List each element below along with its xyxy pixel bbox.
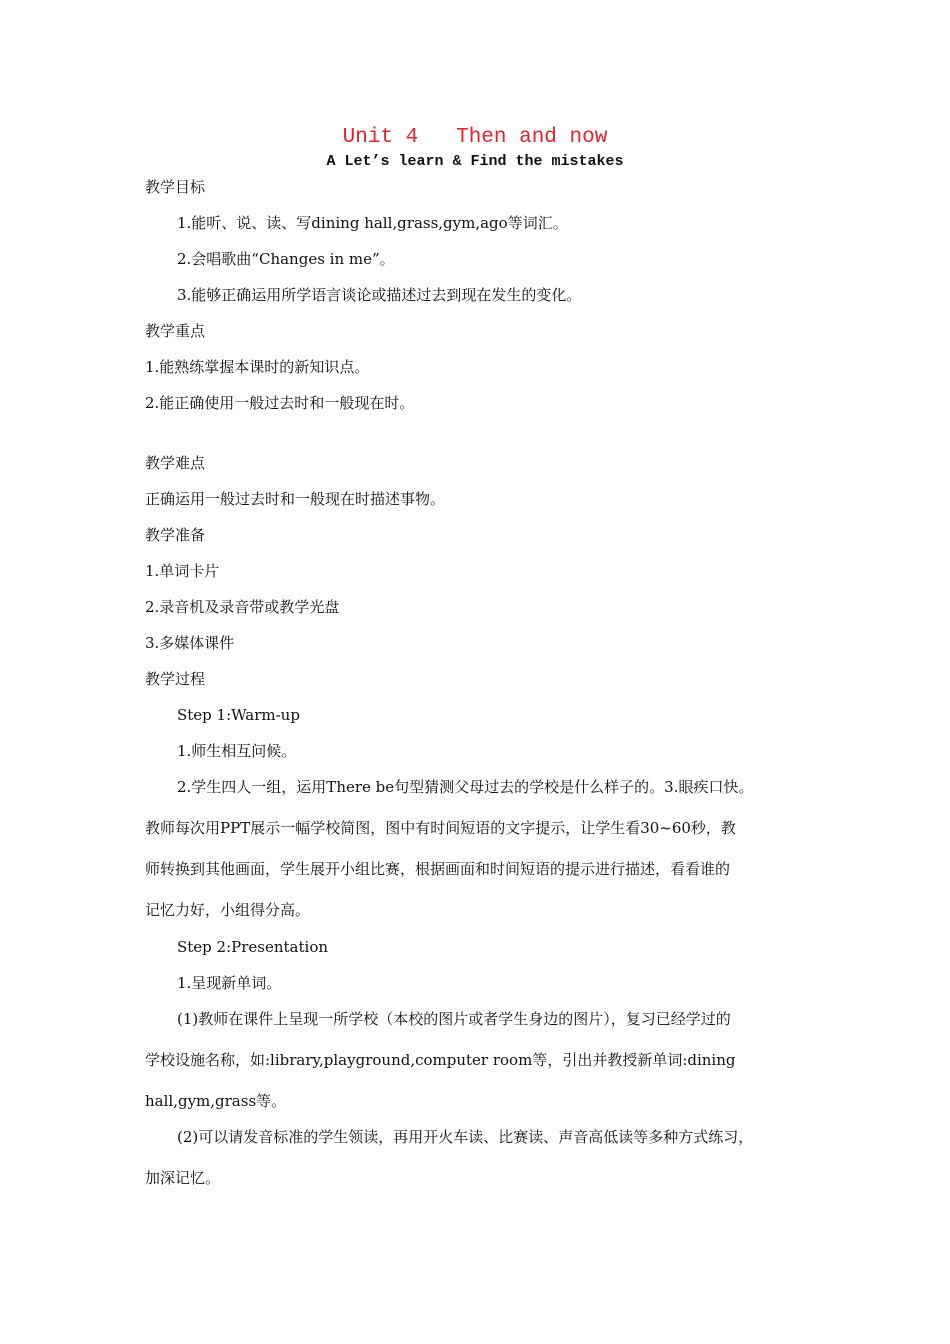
key-point-item-2: 2.能正确使用一般过去时和一般现在时。 — [145, 394, 415, 412]
step-1-item-1: 1.师生相互问候。 — [177, 742, 297, 760]
preparation-item-2: 2.录音机及录音带或教学光盘 — [145, 598, 340, 616]
step-2-title: Step 2:Presentation — [177, 938, 329, 956]
preparation-item-1: 1.单词卡片 — [145, 562, 220, 580]
doc-subtitle: A Let’s learn & Find the mistakes — [326, 153, 624, 170]
step-1-title: Step 1:Warm-up — [177, 706, 300, 724]
step-2-para-2-line-1: (2)可以请发音标准的学生领读，再用开火车读、比赛读、声音高低读等多种方式练习， — [177, 1128, 754, 1146]
process-heading: 教学过程 — [145, 670, 206, 688]
difficulties-text: 正确运用一般过去时和一般现在时描述事物。 — [145, 490, 446, 508]
preparation-item-3: 3.多媒体课件 — [145, 634, 235, 652]
step-2-para-1-line-3: hall,gym,grass等。 — [145, 1092, 287, 1110]
step-1-item-2-line-4: 记忆力好，小组得分高。 — [145, 901, 311, 919]
objective-item-1: 1.能听、说、读、写dining hall,grass,gym,ago等词汇。 — [177, 214, 568, 232]
step-1-item-2-line-2: 教师每次用PPT展示一幅学校简图，图中有时间短语的文字提示，让学生看30~60秒，教 — [145, 819, 736, 837]
step-1-item-2-line-3: 师转换到其他画面，学生展开小组比赛，根据画面和时间短语的提示进行描述，看看谁的 — [145, 860, 731, 878]
difficulties-heading: 教学难点 — [145, 454, 206, 472]
key-point-item-1: 1.能熟练掌握本课时的新知识点。 — [145, 358, 370, 376]
step-2-para-1-line-2: 学校设施名称，如:library,playground,computer room等，引出并教授新单词:dining — [145, 1051, 736, 1069]
objective-item-3: 3.能够正确运用所学语言谈论或描述过去到现在发生的变化。 — [177, 286, 582, 304]
step-2-item-1: 1.呈现新单词。 — [177, 974, 282, 992]
preparation-heading: 教学准备 — [145, 526, 206, 544]
step-2-para-1-line-1: (1)教师在课件上呈现一所学校（本校的图片或者学生身边的图片），复习已经学过的 — [177, 1010, 731, 1028]
doc-title: Unit 4 Then and now — [342, 126, 608, 149]
objective-item-2: 2.会唱歌曲“Changes in me”。 — [177, 250, 395, 268]
key-points-heading: 教学重点 — [145, 322, 206, 340]
step-1-item-2-line-1: 2.学生四人一组，运用There be句型猜测父母过去的学校是什么样子的。3.眼疾口快。 — [177, 778, 754, 796]
step-2-para-2-line-2: 加深记忆。 — [145, 1169, 221, 1187]
objectives-heading: 教学目标 — [145, 178, 206, 196]
